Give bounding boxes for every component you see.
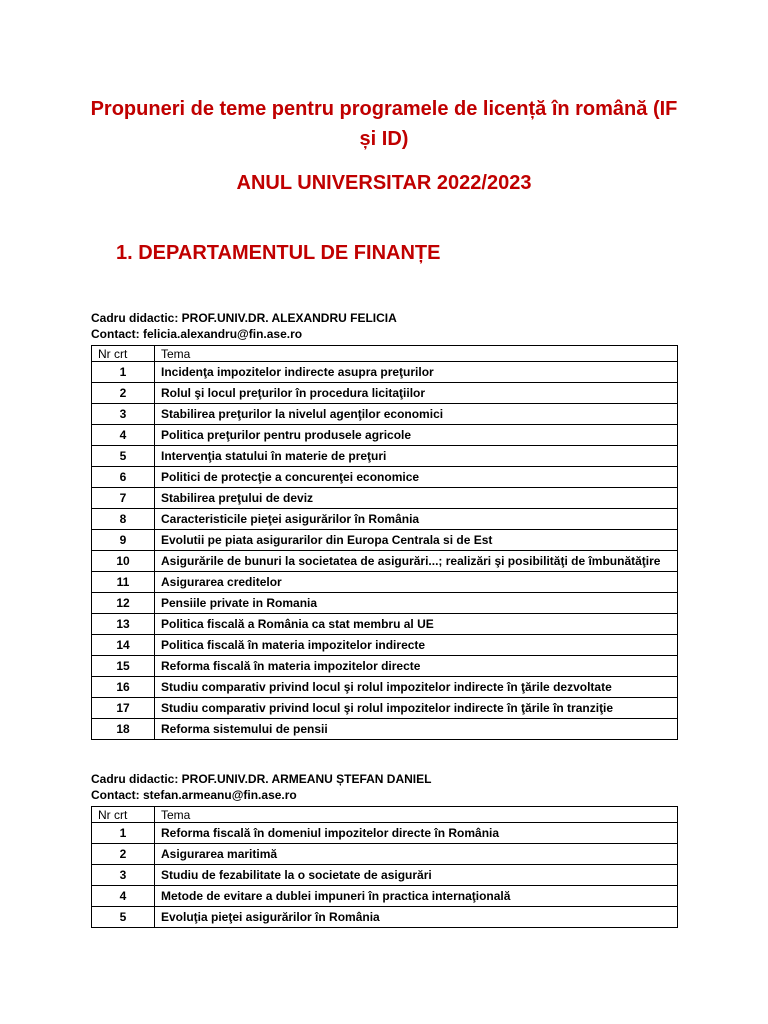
- table-row: [92, 383, 678, 404]
- table-row: [92, 886, 678, 907]
- table-row: [92, 656, 678, 677]
- table-row: [92, 509, 678, 530]
- row-number: 9: [92, 530, 155, 551]
- row-topic: Studiu de fezabilitate la o societate de asigurări: [155, 865, 678, 886]
- row-number: 5: [92, 446, 155, 467]
- table-row: [92, 614, 678, 635]
- row-number: 14: [92, 635, 155, 656]
- contact-email: Contact: stefan.armeanu@fin.ase.ro: [91, 788, 297, 802]
- table-row: [92, 635, 678, 656]
- row-topic: Politica preţurilor pentru produsele agricole: [155, 425, 678, 446]
- table-row: [92, 404, 678, 425]
- section-1-meta: [91, 310, 397, 342]
- cadru-didactic: Cadru didactic: PROF.UNIV.DR. ARMEANU ȘTEFAN DANIEL: [91, 772, 432, 786]
- row-topic: Pensiile private in Romania: [155, 593, 678, 614]
- row-topic: Asigurarea maritimă: [155, 844, 678, 865]
- table-row: [92, 907, 678, 928]
- title-line-2: și ID): [359, 128, 409, 150]
- row-topic: Politica fiscală în materia impozitelor indirecte: [155, 635, 678, 656]
- row-topic: Asigurările de bunuri la societatea de asigurări...; realizări şi posibilităţi de îmbunătăţire: [155, 551, 678, 572]
- row-number: 4: [92, 886, 155, 907]
- row-number: 1: [92, 823, 155, 844]
- section-2-meta: [91, 771, 431, 803]
- table-row: [92, 551, 678, 572]
- row-topic: Intervenţia statului în materie de preţuri: [155, 446, 678, 467]
- row-topic: Reforma fiscală în domeniul impozitelor directe în România: [155, 823, 678, 844]
- cadru-didactic: Cadru didactic: PROF.UNIV.DR. ALEXANDRU FELICIA: [91, 311, 397, 325]
- table-row: [92, 530, 678, 551]
- header-tema: Tema: [155, 807, 678, 823]
- row-number: 11: [92, 572, 155, 593]
- table-row: [92, 467, 678, 488]
- table-row: [92, 446, 678, 467]
- row-number: 3: [92, 404, 155, 425]
- row-topic: Reforma sistemului de pensii: [155, 719, 678, 740]
- contact-email: Contact: felicia.alexandru@fin.ase.ro: [91, 327, 303, 341]
- row-number: 16: [92, 677, 155, 698]
- row-number: 5: [92, 907, 155, 928]
- title-line-1: Propuneri de teme pentru programele de licență în română (IF: [90, 98, 678, 120]
- row-number: 10: [92, 551, 155, 572]
- header-nr-crt: Nr crt: [92, 807, 155, 823]
- row-topic: Studiu comparativ privind locul şi rolul impozitelor indirecte în ţările în tranziţie: [155, 698, 678, 719]
- table-row: [92, 865, 678, 886]
- row-number: 8: [92, 509, 155, 530]
- table-row: [92, 719, 678, 740]
- table-header-row: [92, 807, 678, 823]
- table-row: [92, 698, 678, 719]
- row-topic: Metode de evitare a dublei impuneri în practica internaţională: [155, 886, 678, 907]
- row-topic: Rolul şi locul preţurilor în procedura licitaţiilor: [155, 383, 678, 404]
- row-topic: Stabilirea preţului de deviz: [155, 488, 678, 509]
- row-topic: Caracteristicile pieţei asigurărilor în România: [155, 509, 678, 530]
- row-number: 2: [92, 383, 155, 404]
- header-tema: Tema: [155, 346, 678, 362]
- table-row: [92, 593, 678, 614]
- table-row: [92, 362, 678, 383]
- table-row: [92, 823, 678, 844]
- row-number: 1: [92, 362, 155, 383]
- table-row: [92, 488, 678, 509]
- row-number: 18: [92, 719, 155, 740]
- row-topic: Politica fiscală a România ca stat membru al UE: [155, 614, 678, 635]
- academic-year: ANUL UNIVERSITAR 2022/2023: [236, 172, 532, 194]
- table-row: [92, 677, 678, 698]
- row-number: 6: [92, 467, 155, 488]
- row-topic: Evolutii pe piata asigurarilor din Europa Centrala si de Est: [155, 530, 678, 551]
- row-number: 13: [92, 614, 155, 635]
- document-title: [80, 94, 688, 154]
- row-number: 7: [92, 488, 155, 509]
- row-number: 3: [92, 865, 155, 886]
- row-topic: Stabilirea preţurilor la nivelul agenţilor economici: [155, 404, 678, 425]
- row-topic: Politici de protecţie a concurenţei economice: [155, 467, 678, 488]
- row-number: 15: [92, 656, 155, 677]
- topics-table-2: [91, 806, 678, 928]
- header-nr-crt: Nr crt: [92, 346, 155, 362]
- topics-table-1: [91, 345, 678, 740]
- department-heading: 1. DEPARTAMENTUL DE FINANȚE: [116, 242, 441, 264]
- table-header-row: [92, 346, 678, 362]
- row-topic: Evoluţia pieţei asigurărilor în România: [155, 907, 678, 928]
- row-number: 4: [92, 425, 155, 446]
- row-topic: Studiu comparativ privind locul şi rolul impozitelor indirecte în ţările dezvoltate: [155, 677, 678, 698]
- row-topic: Incidenţa impozitelor indirecte asupra preţurilor: [155, 362, 678, 383]
- row-number: 12: [92, 593, 155, 614]
- table-row: [92, 425, 678, 446]
- row-topic: Reforma fiscală în materia impozitelor directe: [155, 656, 678, 677]
- row-topic: Asigurarea creditelor: [155, 572, 678, 593]
- table-row: [92, 572, 678, 593]
- row-number: 2: [92, 844, 155, 865]
- table-row: [92, 844, 678, 865]
- row-number: 17: [92, 698, 155, 719]
